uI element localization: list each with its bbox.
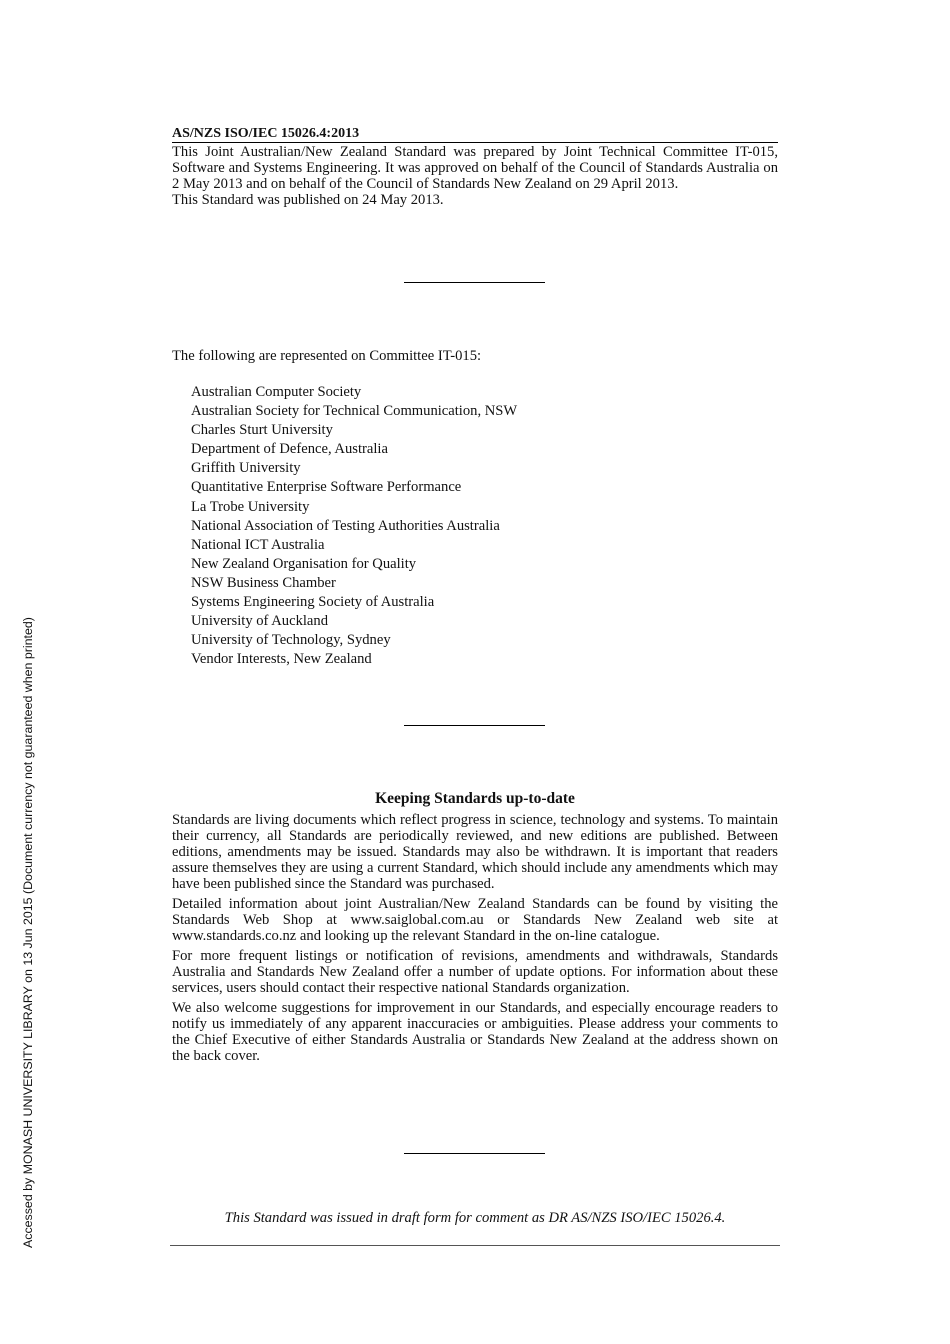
committee-member: University of Auckland xyxy=(191,613,328,630)
preparation-notice xyxy=(172,144,778,208)
access-watermark: Accessed by MONASH UNIVERSITY LIBRARY on 13 Jun 2015 (Document currency not guaranteed when printed) xyxy=(21,617,35,1248)
committee-member: Australian Computer Society xyxy=(191,384,362,400)
committee-intro: The following are represented on Committee IT-015: xyxy=(172,348,482,364)
document-identifier: AS/NZS ISO/IEC 15026.4:2013 xyxy=(172,126,778,143)
committee-member: New Zealand Organisation for Quality xyxy=(191,555,417,572)
draft-note: This Standard was issued in draft form for comment as DR AS/NZS ISO/IEC 15026.4. xyxy=(224,1210,726,1226)
committee-member: Australian Society for Technical Communication, NSW xyxy=(191,403,518,420)
committee-member: NSW Business Chamber xyxy=(191,574,336,591)
section-divider xyxy=(404,1153,545,1154)
committee-member: Vendor Interests, New Zealand xyxy=(191,651,372,668)
committee-member: La Trobe University xyxy=(191,498,310,515)
body-paragraph: We also welcome suggestions for improvement in our Standards, and especially encourage readers to notify us immediately of any apparent inaccuracies or ambiguities. Please address your comments to the Chief Executive of either Standards Australia or Standards New Zealand at the address shown on the back cover. xyxy=(172,1000,778,1064)
committee-member: Griffith University xyxy=(191,460,301,477)
committee-member-list xyxy=(191,383,517,669)
committee-member: National Association of Testing Authorities Australia xyxy=(191,517,500,534)
published-line: This Standard was published on 24 May 2013. xyxy=(172,192,444,208)
prepared-paragraph: This Joint Australian/New Zealand Standard was prepared by Joint Technical Committee IT-015, Software and Systems Engineering. It was approved on behalf of the Council of Standards Australia on 2 May 2013 and on behalf of the Council of Standards New Zealand on 29 April 2013. xyxy=(172,144,778,192)
committee-member: University of Technology, Sydney xyxy=(191,632,391,649)
keeping-standards-body xyxy=(172,812,778,1068)
footer-rule xyxy=(170,1245,780,1246)
body-paragraph: Detailed information about joint Australian/New Zealand Standards can be found by visiting the Standards Web Shop at www.saiglobal.com.au or Standards New Zealand web site at www.standards.co.nz and looking up the relevant Standard in the on-line catalogue. xyxy=(172,896,778,944)
committee-member: Systems Engineering Society of Australia xyxy=(191,594,435,611)
committee-member: Quantitative Enterprise Software Performance xyxy=(191,479,462,496)
body-paragraph: Standards are living documents which reflect progress in science, technology and systems. To maintain their currency, all Standards are periodically reviewed, and new editions are published. Between editions, amendments may be issued. Standards may also be withdrawn. It is important that readers assure themselves they are using a current Standard, which should include any amendments which may have been published since the Standard was purchased. xyxy=(172,812,778,892)
committee-member: Charles Sturt University xyxy=(191,422,333,439)
section-divider xyxy=(404,282,545,283)
committee-member: National ICT Australia xyxy=(191,536,325,553)
body-paragraph: For more frequent listings or notification of revisions, amendments and withdrawals, Standards Australia and Standards New Zealand offer a number of update options. For information about these services, users should contact their respective national Standards organization. xyxy=(172,948,778,996)
section-divider xyxy=(404,725,545,726)
committee-member: Department of Defence, Australia xyxy=(191,441,388,458)
keeping-standards-heading: Keeping Standards up-to-date xyxy=(375,790,575,807)
